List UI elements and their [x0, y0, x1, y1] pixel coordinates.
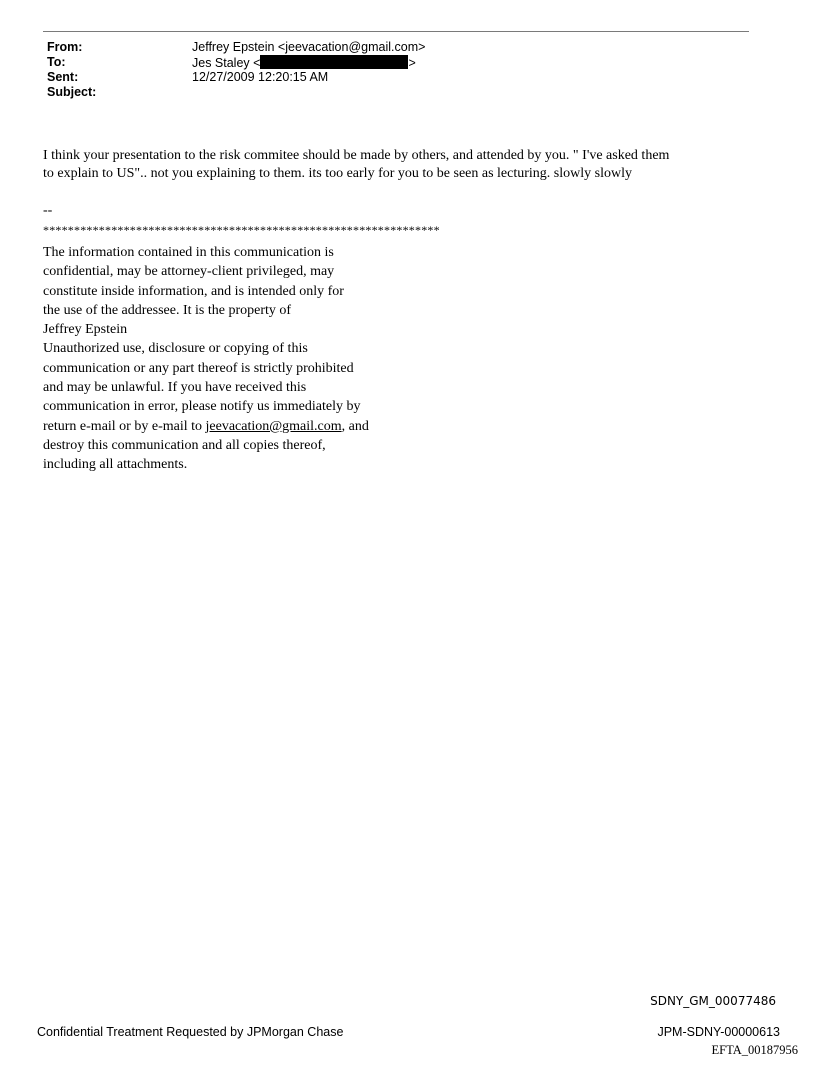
disclaimer-line: destroy this communication and all copies thereof,: [43, 437, 326, 453]
confidentiality-disclaimer: [43, 243, 443, 475]
to-row: [47, 55, 425, 70]
from-row: [47, 40, 425, 55]
subject-row: [47, 85, 425, 100]
bates-number-sdny: SDNY_GM_00077486: [650, 994, 776, 1008]
email-link[interactable]: jeevacation@gmail.com: [205, 418, 342, 434]
disclaimer-line: and may be unlawful. If you have received this: [43, 380, 307, 396]
disclaimer-line: the use of the addressee. It is the property of: [43, 302, 292, 318]
disclaimer-line: Unauthorized use, disclosure or copying of this: [43, 341, 308, 357]
email-line-suffix: , and: [341, 418, 369, 434]
disclaimer-line: The information contained in this communication is: [43, 245, 334, 260]
from-value: Jeffrey Epstein <jeevacation@gmail.com>: [192, 40, 426, 54]
sent-label: Sent:: [47, 70, 79, 84]
bates-number-jpm: JPM-SDNY-00000613: [657, 1025, 780, 1039]
email-line-prefix: return e-mail or by e-mail to: [43, 418, 206, 434]
sent-value: 12/27/2009 12:20:15 AM: [192, 70, 329, 84]
signature-dash: --: [43, 203, 53, 218]
email-body: I think your presentation to the risk commitee should be made by others, and attended by you. " I've asked them to explain to US".. not you explaining to them. its too early for you to be seen as lecturing. slowly slowly: [43, 148, 670, 181]
to-label: To:: [47, 55, 66, 69]
from-label: From:: [47, 40, 83, 54]
confidential-treatment-note: Confidential Treatment Requested by JPMorgan Chase: [37, 1025, 344, 1039]
subject-label: Subject:: [47, 85, 97, 99]
redaction-block: [260, 55, 408, 69]
signature-divider: ****************************************************************: [43, 223, 440, 237]
disclaimer-line: confidential, may be attorney-client privileged, may: [43, 264, 335, 280]
disclaimer-email-line: [43, 417, 443, 436]
disclaimer-line: communication or any part thereof is strictly prohibited: [43, 360, 354, 376]
email-header: [47, 40, 425, 100]
to-prefix: Jes Staley <: [192, 56, 261, 70]
disclaimer-line: communication in error, please notify us immediately by: [43, 399, 361, 415]
header-divider: [43, 31, 749, 32]
disclaimer-line: constitute inside information, and is intended only for: [43, 283, 344, 299]
to-value: [192, 55, 416, 70]
sent-row: [47, 70, 425, 85]
to-suffix: >: [408, 56, 416, 70]
disclaimer-line: including all attachments.: [43, 457, 188, 473]
disclaimer-line: Jeffrey Epstein: [43, 322, 128, 338]
bates-number-efta: EFTA_00187956: [711, 1043, 798, 1057]
